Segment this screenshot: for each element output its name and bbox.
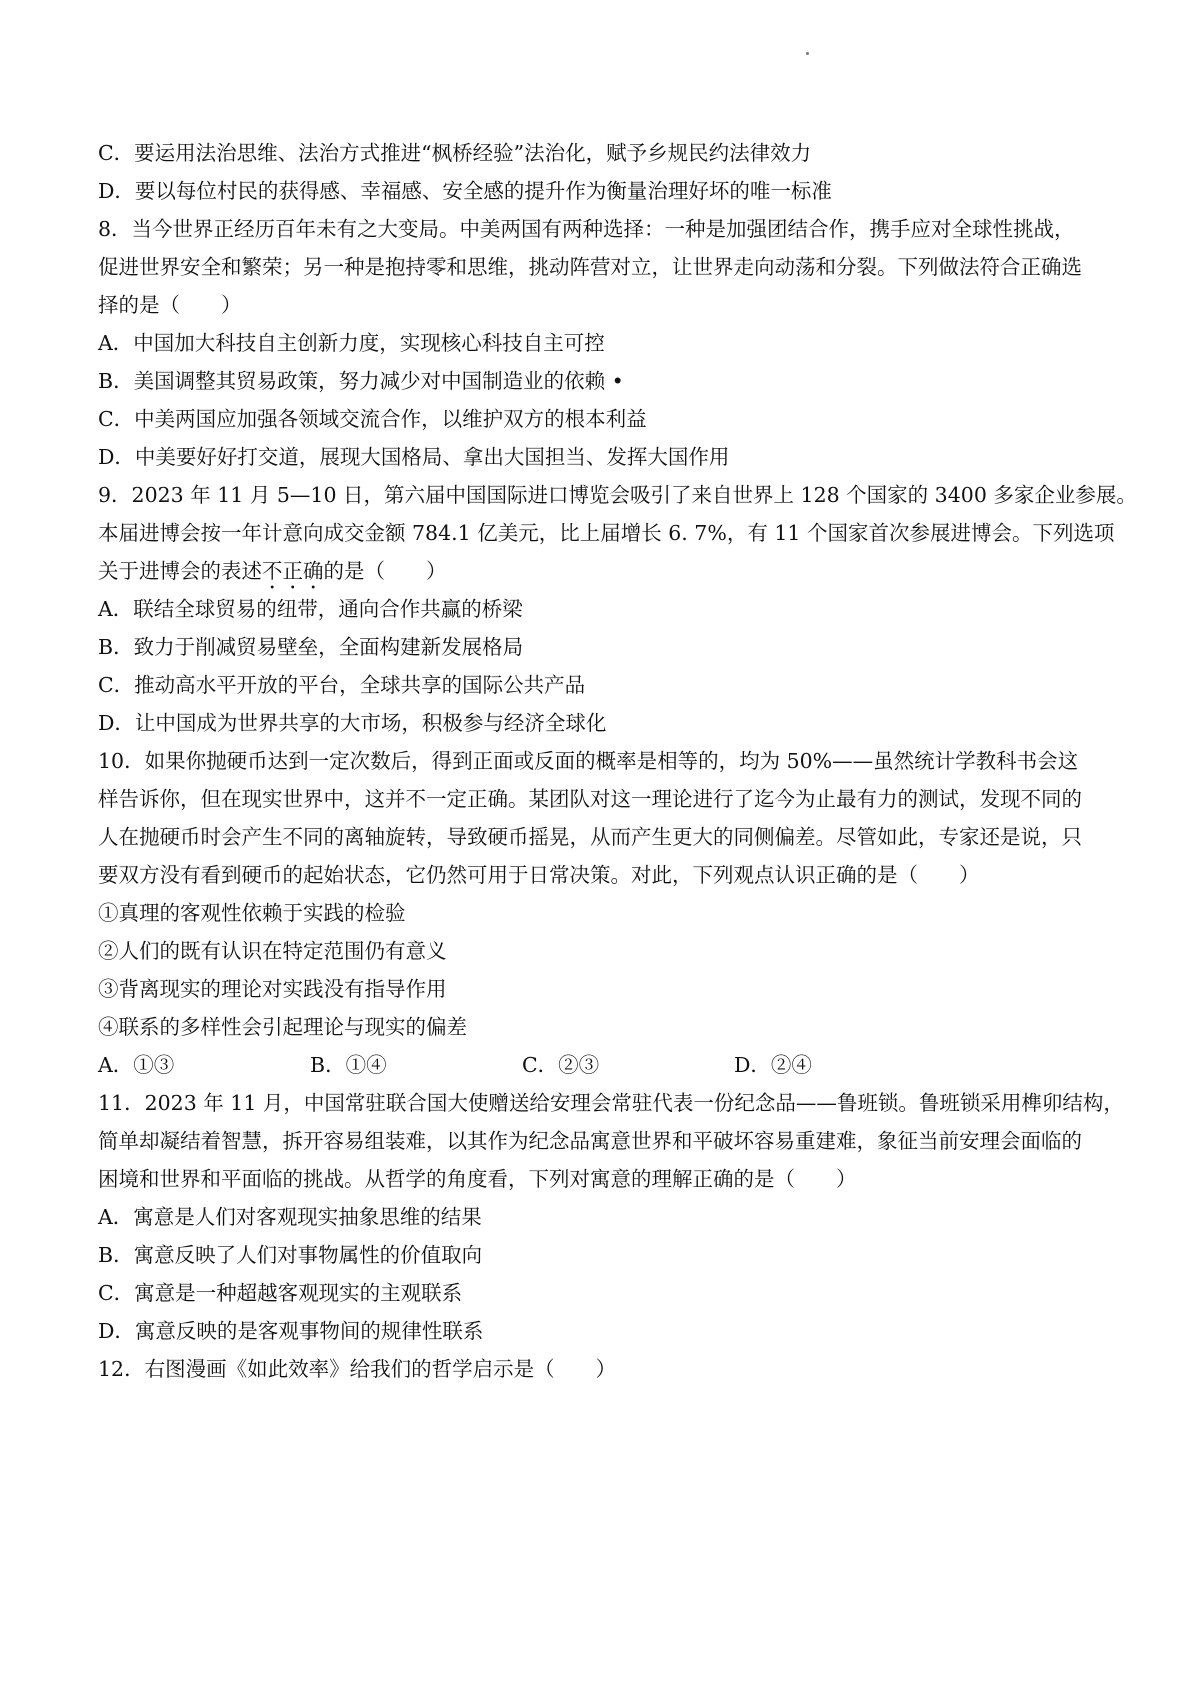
q10-item-4: ④联系的多样性会引起理论与现实的偏差 — [98, 1015, 467, 1039]
q10-stem-line-4: 要双方没有看到硬币的起始状态，它仍然可用于日常决策。对此，下列观点认识正确的是（ ） — [98, 863, 980, 887]
q10-option-b: B．①④ — [310, 1053, 387, 1077]
q10-options-row — [98, 1046, 1118, 1084]
q11-stem-line-1: 11．2023 年 11 月，中国常驻联合国大使赠送给安理会常驻代表一份纪念品——鲁班锁。鲁班锁采用榫卯结构， — [98, 1091, 1124, 1115]
q11-option-a: A．寓意是人们对客观现实抽象思维的结果 — [98, 1205, 482, 1229]
q10-option-a: A．①③ — [98, 1053, 175, 1077]
q12-stem: 12．右图漫画《如此效率》给我们的哲学启示是（ ） — [98, 1357, 617, 1381]
q7-option-d: D．要以每位村民的获得感、幸福感、安全感的提升作为衡量治理好坏的唯一标准 — [98, 179, 832, 203]
exam-page — [98, 134, 1137, 1388]
q10-item-3: ③背离现实的理论对实践没有指导作用 — [98, 977, 447, 1001]
q9-option-a: A．联结全球贸易的纽带，通向合作共赢的桥梁 — [98, 597, 523, 621]
q9-stem-line-1: 9．2023 年 11 月 5—10 日，第六届中国国际进口博览会吸引了来自世界上 128 个国家的 3400 多家企业参展。 — [98, 483, 1137, 507]
q9-option-b: B．致力于削减贸易壁垒，全面构建新发展格局 — [98, 635, 524, 659]
q8-option-b: B．美国调整其贸易政策，努力减少对中国制造业的依赖 • — [98, 369, 624, 393]
q8-option-c: C．中美两国应加强各领域交流合作，以维护双方的根本利益 — [98, 407, 647, 431]
q9-stem-text: 关于进博会的表述 — [98, 559, 262, 583]
q8-option-a: A．中国加大科技自主创新力度，实现核心科技自主可控 — [98, 331, 605, 355]
q7-option-c: C．要运用法治思维、法治方式推进“枫桥经验”法治化，赋予乡规民约法律效力 — [98, 141, 812, 165]
q10-option-d: D．②④ — [734, 1053, 812, 1077]
q8-stem-line-1: 8．当今世界正经历百年未有之大变局。中美两国有两种选择：一种是加强团结合作，携手应对全球性挑战， — [98, 217, 1075, 241]
q10-item-1: ①真理的客观性依赖于实践的检验 — [98, 901, 406, 925]
q11-option-d: D．寓意反映的是客观事物间的规律性联系 — [98, 1319, 484, 1343]
q9-stem-line-2: 本届进博会按一年计意向成交金额 784.1 亿美元，比上届增长 6. 7%，有 11 个国家首次参展进博会。下列选项 — [98, 521, 1115, 545]
scan-dot-mark — [806, 52, 809, 55]
q9-stem-line-3 — [98, 552, 1118, 590]
q11-stem-line-2: 简单却凝结着智慧，拆开容易组装难，以其作为纪念品寓意世界和平破坏容易重建难，象征当前安理会面临的 — [98, 1129, 1082, 1153]
q9-emphasis-not-correct: 不正确 — [262, 559, 324, 583]
q9-option-d: D．让中国成为世界共享的大市场，积极参与经济全球化 — [98, 711, 607, 735]
q11-stem-line-3: 困境和世界和平面临的挑战。从哲学的角度看，下列对寓意的理解正确的是（ ） — [98, 1167, 857, 1191]
q11-option-c: C．寓意是一种超越客观现实的主观联系 — [98, 1281, 463, 1305]
q10-option-c: C．②③ — [522, 1053, 600, 1077]
q10-stem-line-2: 样告诉你，但在现实世界中，这并不一定正确。某团队对这一理论进行了迄今为止最有力的测试，发现不同的 — [98, 787, 1082, 811]
q10-item-2: ②人们的既有认识在特定范围仍有意义 — [98, 939, 447, 963]
q11-option-b: B．寓意反映了人们对事物属性的价值取向 — [98, 1243, 483, 1267]
q8-option-d: D．中美要好好打交道，展现大国格局、拿出大国担当、发挥大国作用 — [98, 445, 730, 469]
q8-stem-line-3: 择的是（ ） — [98, 293, 242, 317]
q8-stem-line-2: 促进世界安全和繁荣；另一种是抱持零和思维，挑动阵营对立，让世界走向动荡和分裂。下列做法符合正确选 — [98, 255, 1082, 279]
q10-stem-line-3: 人在抛硬币时会产生不同的离轴旋转，导致硬币摇晃，从而产生更大的同侧偏差。尽管如此，专家还是说，只 — [98, 825, 1082, 849]
q9-stem-tail: 的是（ ） — [323, 559, 447, 583]
q9-option-c: C．推动高水平开放的平台，全球共享的国际公共产品 — [98, 673, 586, 697]
q10-stem-line-1: 10．如果你抛硬币达到一定次数后，得到正面或反面的概率是相等的，均为 50%——虽然统计学教科书会这 — [98, 749, 1079, 773]
